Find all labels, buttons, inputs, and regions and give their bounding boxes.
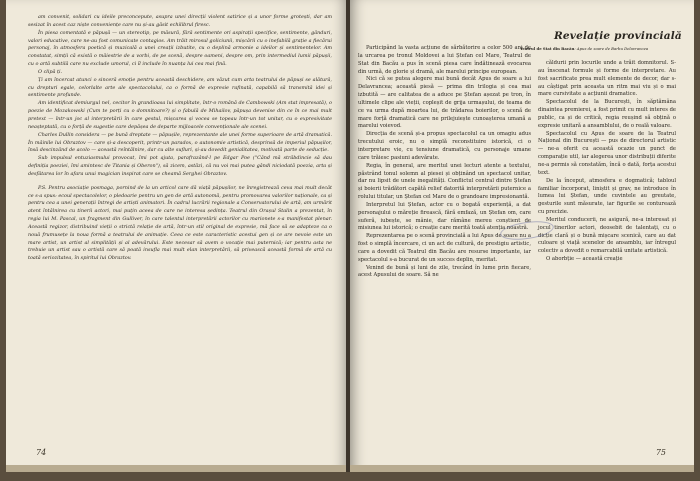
article-title: Revelație provincială <box>554 30 682 42</box>
page-edge <box>350 465 694 472</box>
right-page <box>350 0 694 472</box>
paragraph: Venind de bună și luni de zile, trecând în lume prin fiecare, acest Apusului de soare. Să ne <box>358 264 531 279</box>
postscript-paragraph: P.S. Pentru asociație posmaga, pornind de la un articol care dă viață păpușilor, ne înregistrează ceva mai mult decât ce s-a spus: ecoul spectacolelor, o pledoarie pentru un gen de artă autonomă, pentru promovarea valorilor naționale, ca și pentru cea a unei generații întregi de artiști animatori. În cadrul lucrării regionale a Conservatorului de artă, am urmărit atent întâlnirea cu tinerii actori, mai puțin aceea de care ne interesa ședința. Teatrul din Orașul Stalin a prezentat, în regia lui M. Pascal, un fragment din Gulliver, în care talentul interpretării actorilor cu marionete s-a manifestat plenar. Această regizor, distribuind vieții o strictă relație de artă, într-un stil original de expresie, mă face să se adapteze ca o nouă frumusețe la noua formă a teatrului de animație. Ceea ce este caracteristic acestui gen și ce are nevoie este un mare artist, un artist al simplității și al adevărului. Este necesar să avem o vocație mai puternică; iar pentru asta ne trebuie un artist sau o artistă care să poată insufla mai mult elan interpretării, să privească această formă de artă cu toată seriozitatea, în spiritul lui Obraztov. <box>28 184 332 262</box>
paragraph: În piesa comentată e păpușă — un stereotip, pe măsură, fără sentimente ori aspirații specifice, sentimente, gânduri, valori educative, care ne-au fost comunicate contagios. Am trăit mirosul goliciunii, mișcării cu o inefabilă grație a fiecărui personaj, în atmosfera poetică și muzicală a unei creații izbutite, cu o deplină armonie a ideilor și sentimentelor. Am constatat, simții că există o măiestrie de a vorbi, de pe scenă, despre oameni, despre om, prin intermediul lumii păpușii, cu o artă subtilă care nu exclude umorul, ci îl include în nuanța lui cea mai fină. <box>28 29 332 68</box>
paragraph: Ți am încercat atunci o sinceră emoție pentru această deschidere, am văzut cum arta teatrului de păpuși se alătură, cu drepturi egale, celorlalte arte ale spectacolului, ca o formă de expresie rafinată, capabilă să transmită idei și sentimente profunde. <box>28 76 332 99</box>
paragraph: Am identificat demiurgul nel, cecitor în grandioasa lui simplitate, într-o română de Cambowski (Am stat impresată), o poezie de Mozakowski (Cum te porți cu o domnitoare?) și o fabulă de Mihailov, păpușa devenise din ce în ce mai mult pretext — într-un joc al interpretării în care gestul, mișcarea și vocea se topeau într-un tot unitar, cu o expresivitate neașteptată, cu o forță de sugestie care depășea de departe mijloacele convenționale ale scenei. <box>28 100 332 130</box>
article-subtitle <box>520 46 648 51</box>
paragraph: Direcția de scenă și-a propus spectacolul ca un omagiu adus trecutului eroic, nu o simplă reconstituire istorică, ci o interpretare vie, cu tensiune dramatică, cu personaje umane care trăiesc pasiuni adevărate. <box>358 131 531 161</box>
paragraph: Reprezentarea pe o scenă provincială a lui Apus de soare nu a fost o simplă încercare, ci un act de cultură, de prestigiu artistic, care a dovedit că Teatrul din Bacău are resurse importante, iar spectacolul s-a bucurat de un succes deplin, meritat. <box>358 233 531 263</box>
book-spread <box>6 0 696 479</box>
text-column-2 <box>538 60 676 264</box>
paragraph: Charles Dullin considera — pe bună dreptate — păpușile, reprezentante ale unei forme superioare de artă dramatică. În mâinile lui Obraztov — care și-a descoperit, printr-un paradox, o autonomie artistică, desprinsă de imperiul păpușilor, însă descinzând de acolo — această reîntâlnire, dar cu alte sufluri, și-au dovedit genialitatea, motivată parte de seducție. <box>28 131 332 154</box>
paragraph: Nici că se putea alegere mai bună decât Apus de soare a lui Delavrancea; această piesă — prima din trilogia și cea mai izbutită — are calitatea de a aduce pe Ștefan așezat pe tron, în ultimele clipe ale vieții, copleșit de grija urmașului, de teama de ce va urma după moartea lui, de trădarea boierilor, o scenă de mare forță dramatică care ne prilejuiește cunoașterea umană a marelui voievod. <box>358 76 531 130</box>
left-page-text <box>28 14 332 263</box>
paragraph: Participând la vasta acțiune de sărbătorire a celor 500 ani de la urcarea pe tronul Moldovei a lui Ștefan cel Mare, Teatrul de Stat din Bacău a pus în scenă piesa care îndătinează evocarea din urmă, de glorie și dramă, ale marelui principe european. <box>358 45 531 75</box>
paragraph: Spectacolul de la București, în săptămâna dinaintea premierei, a fost primit cu mult interes de public, ca și de critică, regia reușind să obțină o expresie unitară a ansamblului, de o reală valoare. <box>538 99 676 129</box>
paragraph: Regia, în general, are meritul unei lecturi atente a textului, păstrând tonul solemn al piesei și obținând un spectacol unitar, dar nu lipsit de unele inegalități. Conflictul central dintre Ștefan și boierii trădători capătă relief datorită interpretării puternice a rolului titular, un Ștefan cel Mare de o grandoare impresionantă. <box>358 162 531 201</box>
paragraph: O clipă ți. <box>38 68 63 75</box>
left-page <box>6 0 348 472</box>
paragraph: Meritul conducerii, ne asigură, ne-a interesat și jocul tinerilor actori, deosebit de talentați, cu o dicție clară și o bună mișcare scenică, care au dat culoare și viață scenelor de ansamblu, iar întregul colectiv a dovedit o remarcabilă unitate artistică. <box>538 216 676 255</box>
paragraph: Sub impulsul entuziasmului provocat, îmi pot ajuta, parafrazând-l pe Edgar Poe ("Când mă strâbdincie să dau definiția poeziei, îmi amintesc de Titania și Oberon"), să zicem, astăzi, că nu voi mai putea gândi niciodată poezia, arta și desfătarea lor în afara unui magician inspirat care se cheamă Serghei Obraztov. <box>28 155 332 177</box>
paragraph: Interpretul lui Ștefan, actor cu o bogată experiență, a dat personajului o măreție firească, fără emfază, un Ștefan om, care suferă, iubește, se mânie, dar rămâne mereu conștient de misiunea lui istorică; o creație care merită toată atenția noastră. <box>358 201 531 232</box>
paragraph: De la început, atmosfera e dogmatică; tabloul familiar încorporat, liniștit și grav, ne introduce în lumea lui Ștefan, unde cuvintele au greutate, gesturile sunt măsurate, iar figurile se conturează cu precizie. <box>538 177 676 216</box>
text-column-1 <box>358 45 531 280</box>
subtitle-play: : Apus de soare de Barbu Delavrancea <box>574 46 649 51</box>
paragraph: O aborbție — această creație <box>546 256 623 263</box>
paragraph: am convenit, solidari cu ideile preconcepute, asupra unei direcții violent satirice și a unor forme grotești, dar am sesizat în acest caz niște conveniențe care nu și-au găsit echilibrul firesc. <box>28 14 332 28</box>
subtitle-theatre: Teatrul de Stat din Bacău <box>520 46 575 51</box>
page-edge <box>6 465 348 472</box>
paragraph: Spectacolul cu Apus de soare de la Teatrul Național din București — pus de directorul artistic — ne-a oferit cu această ocazie un punct de comparație util, iar alegerea unor distribuții diferite ne-a permis să constatăm, încă o dată, forța acestui text. <box>538 130 676 176</box>
page-number-right: 75 <box>655 448 666 457</box>
page-number-left: 74 <box>36 448 47 457</box>
paragraph: căldurii prin locurile unde a trăit domnitorul. S-au înscenat formule și forme de interpretare. Au fost sacrificate prea mult elemente de decor, dar s-au câștigat prin aceasta un ritm mai viu și o mai mare cursivitate a acțiunii dramatice. <box>538 60 676 98</box>
